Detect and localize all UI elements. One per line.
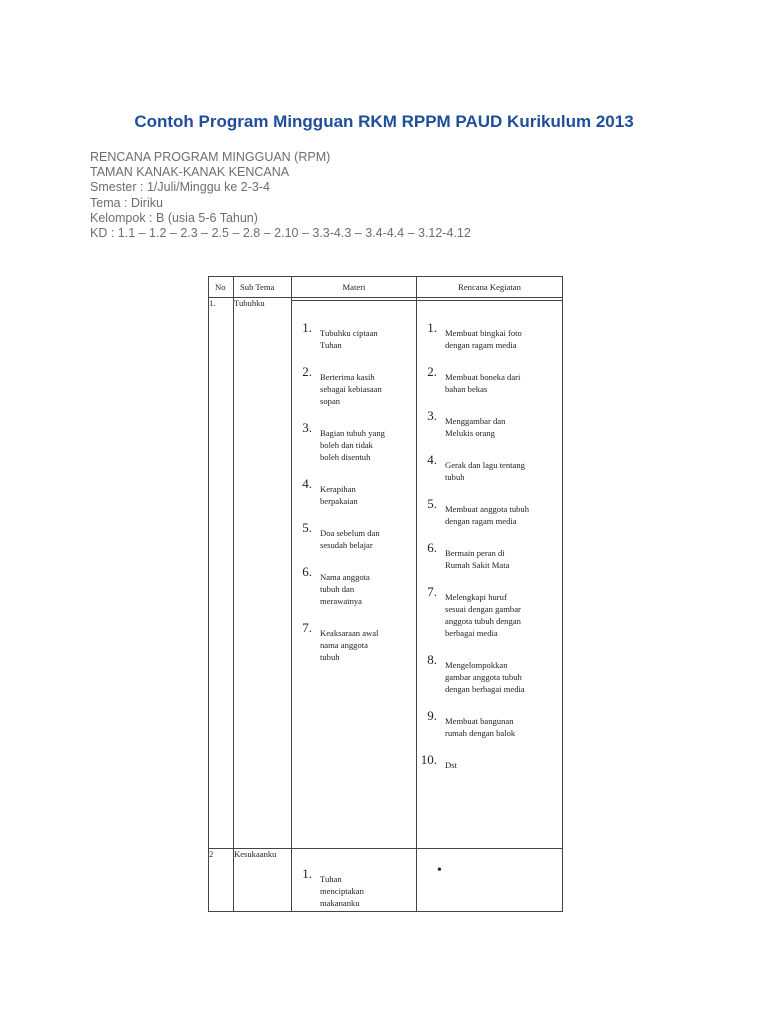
item-number: 10. [420,752,437,767]
info-line: RENCANA PROGRAM MINGGUAN (RPM) [90,150,331,164]
list-item [292,421,416,463]
item-number: 1. [302,320,312,335]
list-item [417,321,562,351]
list-item [417,409,562,439]
item-number: 8. [427,652,437,667]
item-text: Bermain peran di Rumah Sakit Mata [445,548,510,570]
item-text: Membuat bingkai foto dengan ragam media [445,328,522,350]
item-number: 7. [427,584,437,599]
program-table [208,276,563,912]
row-sub-tema: Tubuhku [234,298,292,849]
bullet-point: • [437,863,442,878]
item-number: 2. [302,364,312,379]
header-no: No [209,277,234,298]
list-item [292,321,416,351]
row-number: 1. [209,298,234,849]
table-row [209,849,563,912]
item-number: 1. [302,866,312,881]
list-item [292,565,416,607]
info-line: KD : 1.1 – 1.2 – 2.3 – 2.5 – 2.8 – 2.10 – 3.3-4.3 – 3.4-4.4 – 3.12-4.12 [90,226,471,241]
list-item [417,497,562,527]
info-line: TAMAN KANAK-KANAK KENCANA [90,165,290,180]
materi-list [292,867,416,909]
info-line: Tema : Diriku [90,195,163,210]
item-number: 6. [302,564,312,579]
list-item [417,585,562,639]
item-text: Tubuhku ciptaan Tuhan [320,328,378,350]
table-header-row [209,277,563,298]
kegiatan-list [417,321,562,771]
item-number: 9. [427,708,437,723]
list-item [417,653,562,695]
item-number: 4. [302,476,312,491]
document-title: Contoh Program Mingguan RKM RPPM PAUD Kurikulum 2013 [134,112,634,131]
materi-list [292,321,416,663]
item-text: Menggambar dan Melukis orang [445,416,506,438]
item-text: Nama anggota tubuh dan merawatnya [320,572,370,606]
item-number: 6. [427,540,437,555]
info-line: Smester : 1/Juli/Minggu ke 2-3-4 [90,180,270,195]
item-number: 3. [302,420,312,435]
list-item [292,365,416,407]
kegiatan-cell [417,849,563,912]
item-text: Mengelompokkan gambar anggota tubuh dengan berbagai media [445,660,525,694]
item-number: 3. [427,408,437,423]
item-text: Kerapihan berpakaian [320,484,358,506]
item-text: Membuat anggota tubuh dengan ragam media [445,504,530,526]
item-text: Membuat boneka dari bahan bekas [445,372,521,394]
list-item [417,365,562,395]
program-info [90,150,471,241]
sub-tema-text: Kesukaanku [234,849,277,859]
item-text: Dst [445,760,457,770]
header-sub-tema: Sub Tema [234,277,292,298]
item-number: 5. [302,520,312,535]
list-item [292,521,416,551]
item-text: Melengkapi huruf sesuai dengan gambar anggota tubuh dengan berbagai media [445,592,521,638]
item-text: Doa sebelum dan sesudah belajar [320,528,380,550]
item-number: 2. [427,364,437,379]
item-number: 7. [302,620,312,635]
row-sub-tema [234,849,292,912]
list-item [417,709,562,739]
item-text: Membuat bangunan rumah dengan balok [445,716,516,738]
row-number: 2 [209,849,234,912]
list-item [292,621,416,663]
materi-cell [292,301,417,849]
list-item [292,867,416,909]
kegiatan-cell [417,301,563,849]
item-number: 1. [427,320,437,335]
header-rencana-kegiatan: Rencana Kegiatan [417,277,563,298]
header-materi: Materi [292,277,417,298]
item-text: Keaksaraan awal nama anggota tubuh [320,628,379,662]
item-text: Berterima kasih sebagai kebiasaan sopan [320,372,382,406]
item-number: 5. [427,496,437,511]
item-text: Tuhan menciptakan makananku [320,874,364,908]
list-item [417,753,562,771]
item-text: Gerak dan lagu tentang tubuh [445,460,525,482]
item-number: 4. [427,452,437,467]
list-item [417,453,562,483]
materi-cell [292,849,417,912]
list-item [292,477,416,507]
item-text: Bagian tubuh yang boleh dan tidak boleh disentuh [320,428,385,462]
info-line: Kelompok : B (usia 5-6 Tahun) [90,210,258,225]
list-item [417,541,562,571]
